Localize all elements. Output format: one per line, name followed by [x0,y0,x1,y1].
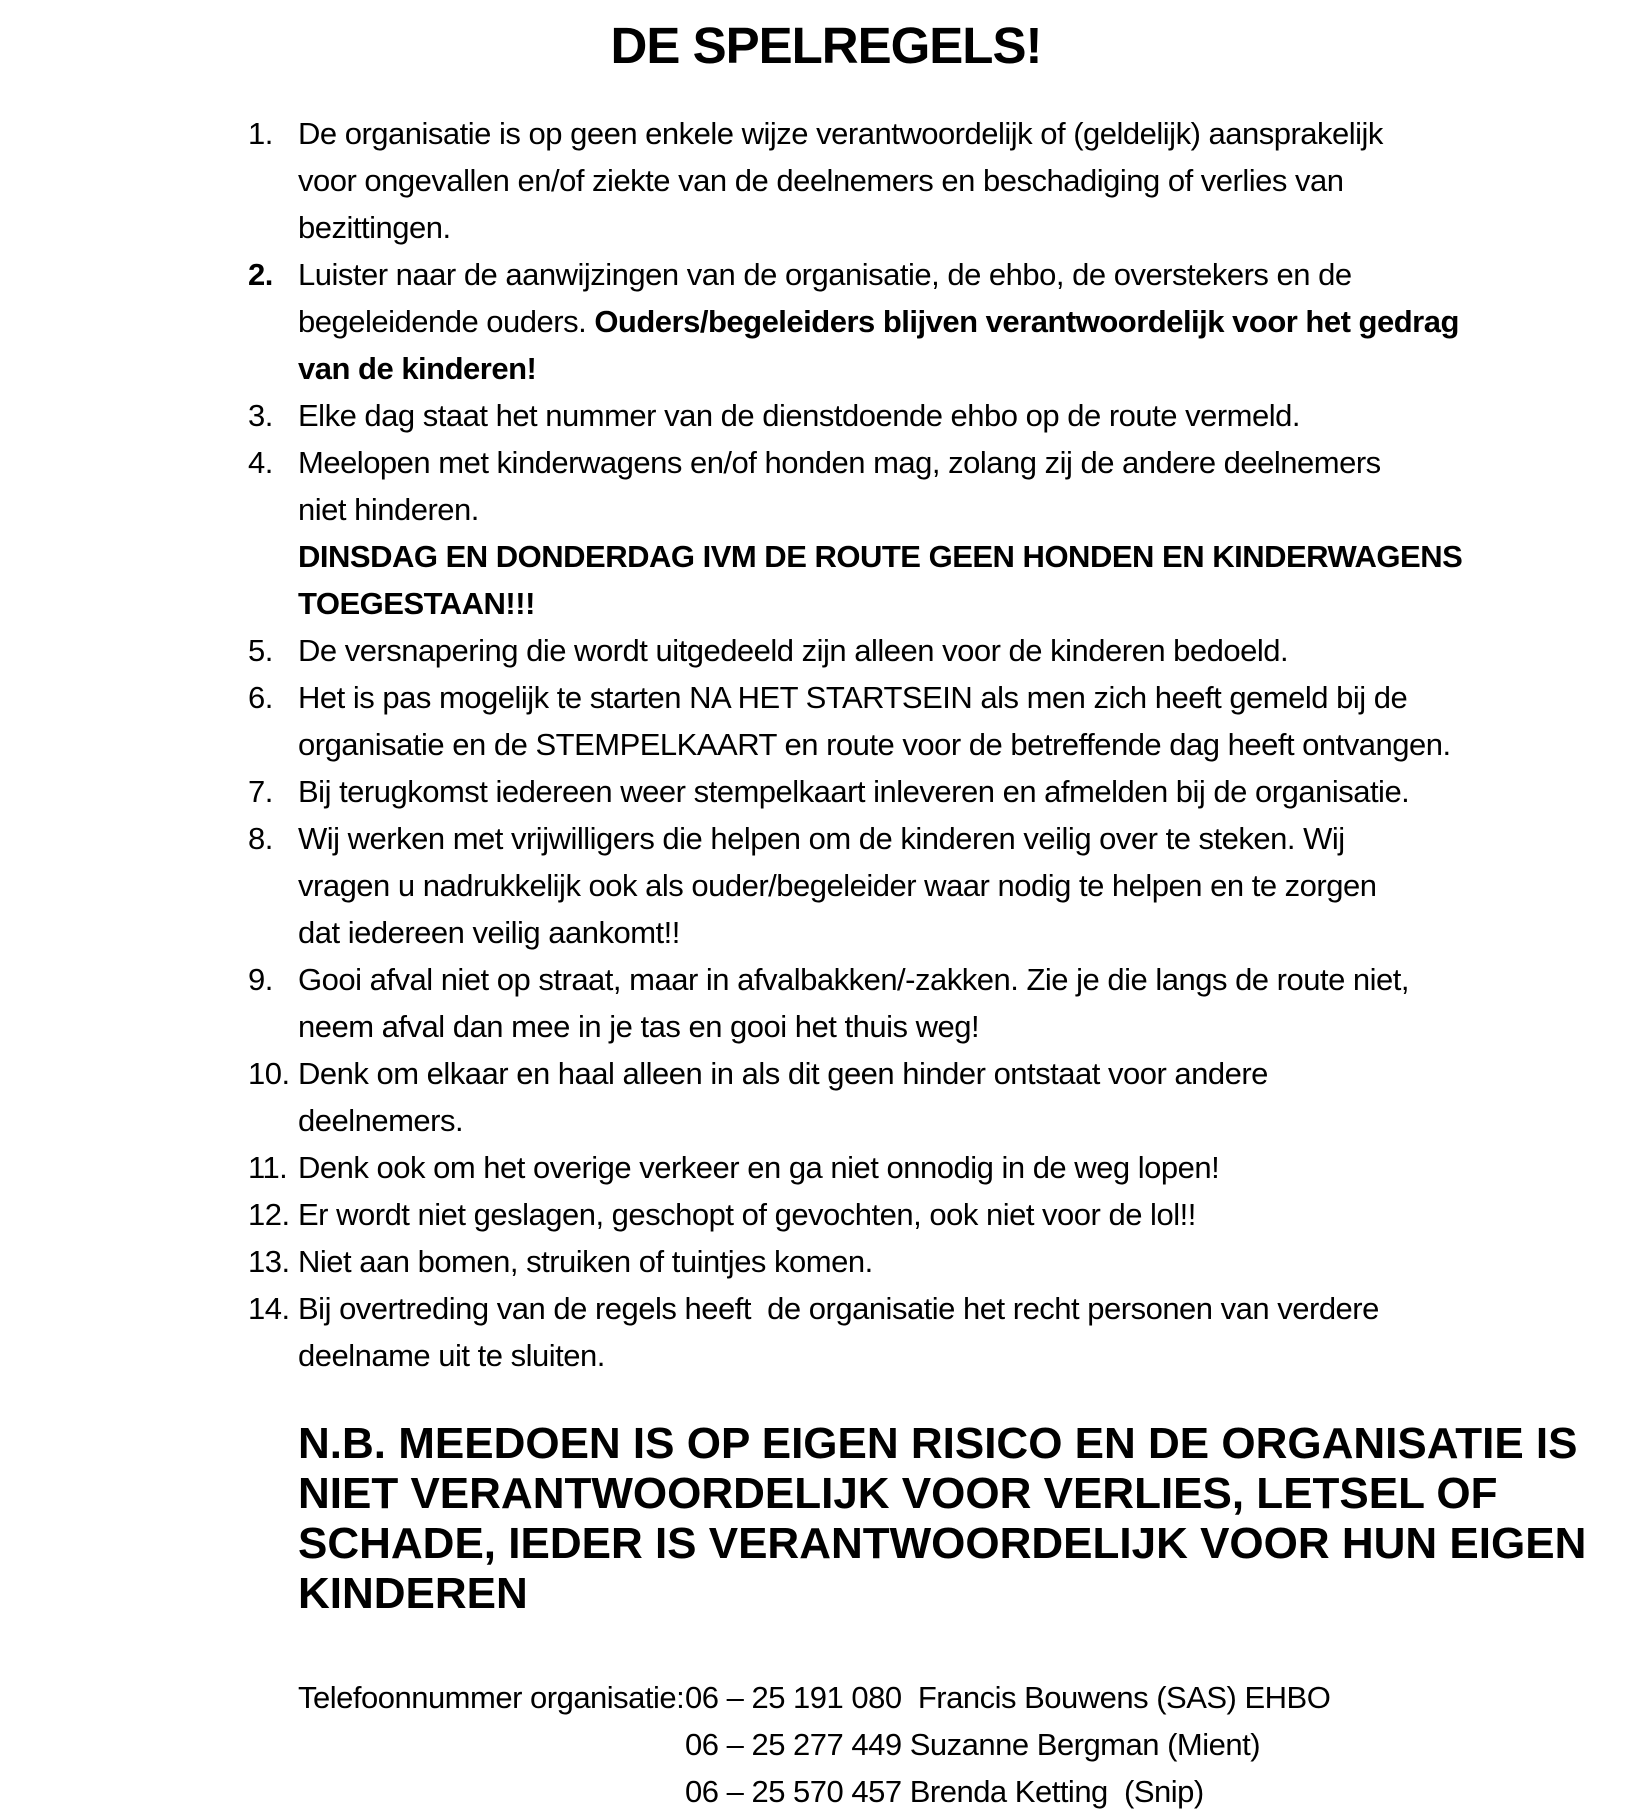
rule-item-11 [248,1144,1462,1191]
rule-item-13 [248,1238,1462,1285]
text-run: niet hinderen. [298,492,479,527]
contacts-entries [685,1674,1330,1815]
text-run: Denk om elkaar en haal alleen in als dit geen hinder ontstaat voor andere [298,1056,1268,1091]
rule-number: 14. [248,1291,290,1326]
rule-line [298,439,1462,486]
text-run: Luister naar de aanwijzingen van de organisatie, de ehbo, de overstekers en de [298,257,1352,292]
contact-entry: 06 – 25 570 457 Brenda Ketting (Snip) [685,1774,1204,1809]
rule-number: 4. [248,445,273,480]
rule-item-2 [248,251,1462,392]
text-run: Niet aan bomen, struiken of tuintjes komen. [298,1244,873,1279]
contacts-label: Telefoonnummer organisatie: [298,1680,685,1715]
text-run: Gooi afval niet op straat, maar in afvalbakken/-zakken. Zie je die langs de route niet, [298,962,1410,997]
rule-number: 5. [248,633,273,668]
rule-text [298,1285,1379,1379]
rule-number: 10. [248,1056,290,1091]
rule-line [298,1097,1268,1144]
rule-text [298,1238,873,1285]
rule-line [298,345,1459,392]
rule-line [298,674,1451,721]
text-run: Elke dag staat het nummer van de dienstdoende ehbo op de route vermeld. [298,398,1300,433]
rule-text [298,815,1376,956]
rule-line [298,909,1376,956]
bold-text-run: van de kinderen! [298,351,537,386]
rule-line [298,1285,1379,1332]
rule-line [298,298,1459,345]
rule-text [298,110,1383,251]
contact-entry: 06 – 25 277 449 Suzanne Bergman (Mient) [685,1727,1261,1762]
rule-line [298,1003,1409,1050]
text-run: Het is pas mogelijk te starten NA HET STARTSEIN als men zich heeft gemeld bij de [298,680,1408,715]
bold-text-run: DINSDAG EN DONDERDAG IVM DE ROUTE GEEN HONDEN EN KINDERWAGENS [298,539,1463,574]
rule-number: 6. [248,680,273,715]
notice-line: KINDEREN [298,1569,528,1618]
rule-line [298,768,1409,815]
text-run: Er wordt niet geslagen, geschopt of gevochten, ook niet voor de lol!! [298,1197,1196,1232]
page-title: DE SPELREGELS! [610,17,1042,74]
rule-line [298,862,1376,909]
text-run: begeleidende ouders. [298,304,595,339]
rule-line [298,1191,1196,1238]
rule-line [298,1050,1268,1097]
rule-text [298,392,1300,439]
rule-item-6 [248,674,1462,768]
rule-text [298,674,1451,768]
text-run: deelnemers. [298,1103,464,1138]
rule-item-7 [248,768,1462,815]
text-run: organisatie en de STEMPELKAART en route voor de betreffende dag heeft ontvangen. [298,727,1451,762]
rule-item-1 [248,110,1462,251]
rule-line [298,815,1376,862]
text-run: Denk ook om het overige verkeer en ga niet onnodig in de weg lopen! [298,1150,1220,1185]
rule-number: 11. [248,1150,288,1185]
rule-line [298,956,1409,1003]
notice-line: N.B. MEEDOEN IS OP EIGEN RISICO EN DE ORGANISATIE IS [298,1419,1578,1468]
rule-line [298,627,1288,674]
rule-text [298,1050,1268,1144]
rule-text [298,627,1288,674]
rule-text [298,956,1409,1050]
text-run: Bij overtreding van de regels heeft de organisatie het recht personen van verdere [298,1291,1379,1326]
text-run: voor ongevallen en/of ziekte van de deelnemers en beschadiging of verlies van [298,163,1344,198]
text-run: bezittingen. [298,210,451,245]
text-run: De organisatie is op geen enkele wijze verantwoordelijk of (geldelijk) aansprakelijk [298,116,1383,151]
rule-text [298,439,1462,627]
text-run: De versnapering die wordt uitgedeeld zijn alleen voor de kinderen bedoeld. [298,633,1289,668]
rule-text [298,1144,1219,1191]
rule-text [298,251,1459,392]
rule-text [298,1191,1196,1238]
rule-line [298,533,1462,580]
text-run: deelname uit te sluiten. [298,1338,605,1373]
rule-number: 12. [248,1197,290,1232]
rule-item-12 [248,1191,1462,1238]
text-run: dat iedereen veilig aankomt!! [298,915,680,950]
rule-line [298,204,1383,251]
contact-entry: 06 – 25 191 080 Francis Bouwens (SAS) EHBO [685,1680,1331,1715]
rule-item-8 [248,815,1462,956]
rule-line [298,1332,1379,1379]
rule-line [298,580,1462,627]
rule-item-9 [248,956,1462,1050]
rules-list [248,110,1462,1379]
text-run: Bij terugkomst iedereen weer stempelkaart inleveren en afmelden bij de organisatie. [298,774,1410,809]
rule-line [298,721,1451,768]
text-run: Wij werken met vrijwilligers die helpen om de kinderen veilig over te steken. Wij [298,821,1345,856]
rule-number: 3. [248,398,273,433]
text-run: Meelopen met kinderwagens en/of honden mag, zolang zij de andere deelnemers [298,445,1381,480]
rule-line [298,1144,1219,1191]
rule-number: 13. [248,1244,290,1279]
rule-number: 7. [248,774,273,809]
rule-line [298,110,1383,157]
rule-item-3 [248,392,1462,439]
text-run: vragen u nadrukkelijk ook als ouder/begeleider waar nodig te helpen en te zorgen [298,868,1377,903]
rule-line [298,157,1383,204]
rule-item-14 [248,1285,1462,1379]
contacts-block [298,1674,1330,1815]
rule-line [298,1238,873,1285]
rule-text [298,768,1409,815]
bold-text-run: Ouders/begeleiders blijven verantwoordelijk voor het gedrag [594,304,1459,339]
notice-line: NIET VERANTWOORDELIJK VOOR VERLIES, LETSEL OF [298,1469,1498,1518]
bold-text-run: TOEGESTAAN!!! [298,586,535,621]
text-run: neem afval dan mee in je tas en gooi het thuis weg! [298,1009,980,1044]
rule-line [298,392,1300,439]
rule-number: 8. [248,821,273,856]
rule-item-4 [248,439,1462,627]
rule-item-5 [248,627,1462,674]
rule-number: 9. [248,962,273,997]
rule-line [298,251,1459,298]
rule-item-10 [248,1050,1462,1144]
rule-number: 2. [248,257,273,292]
rule-number: 1. [248,116,273,151]
notice-line: SCHADE, IEDER IS VERANTWOORDELIJK VOOR HUN EIGEN [298,1519,1587,1568]
notice-block [298,1419,1586,1619]
rule-line [298,486,1462,533]
